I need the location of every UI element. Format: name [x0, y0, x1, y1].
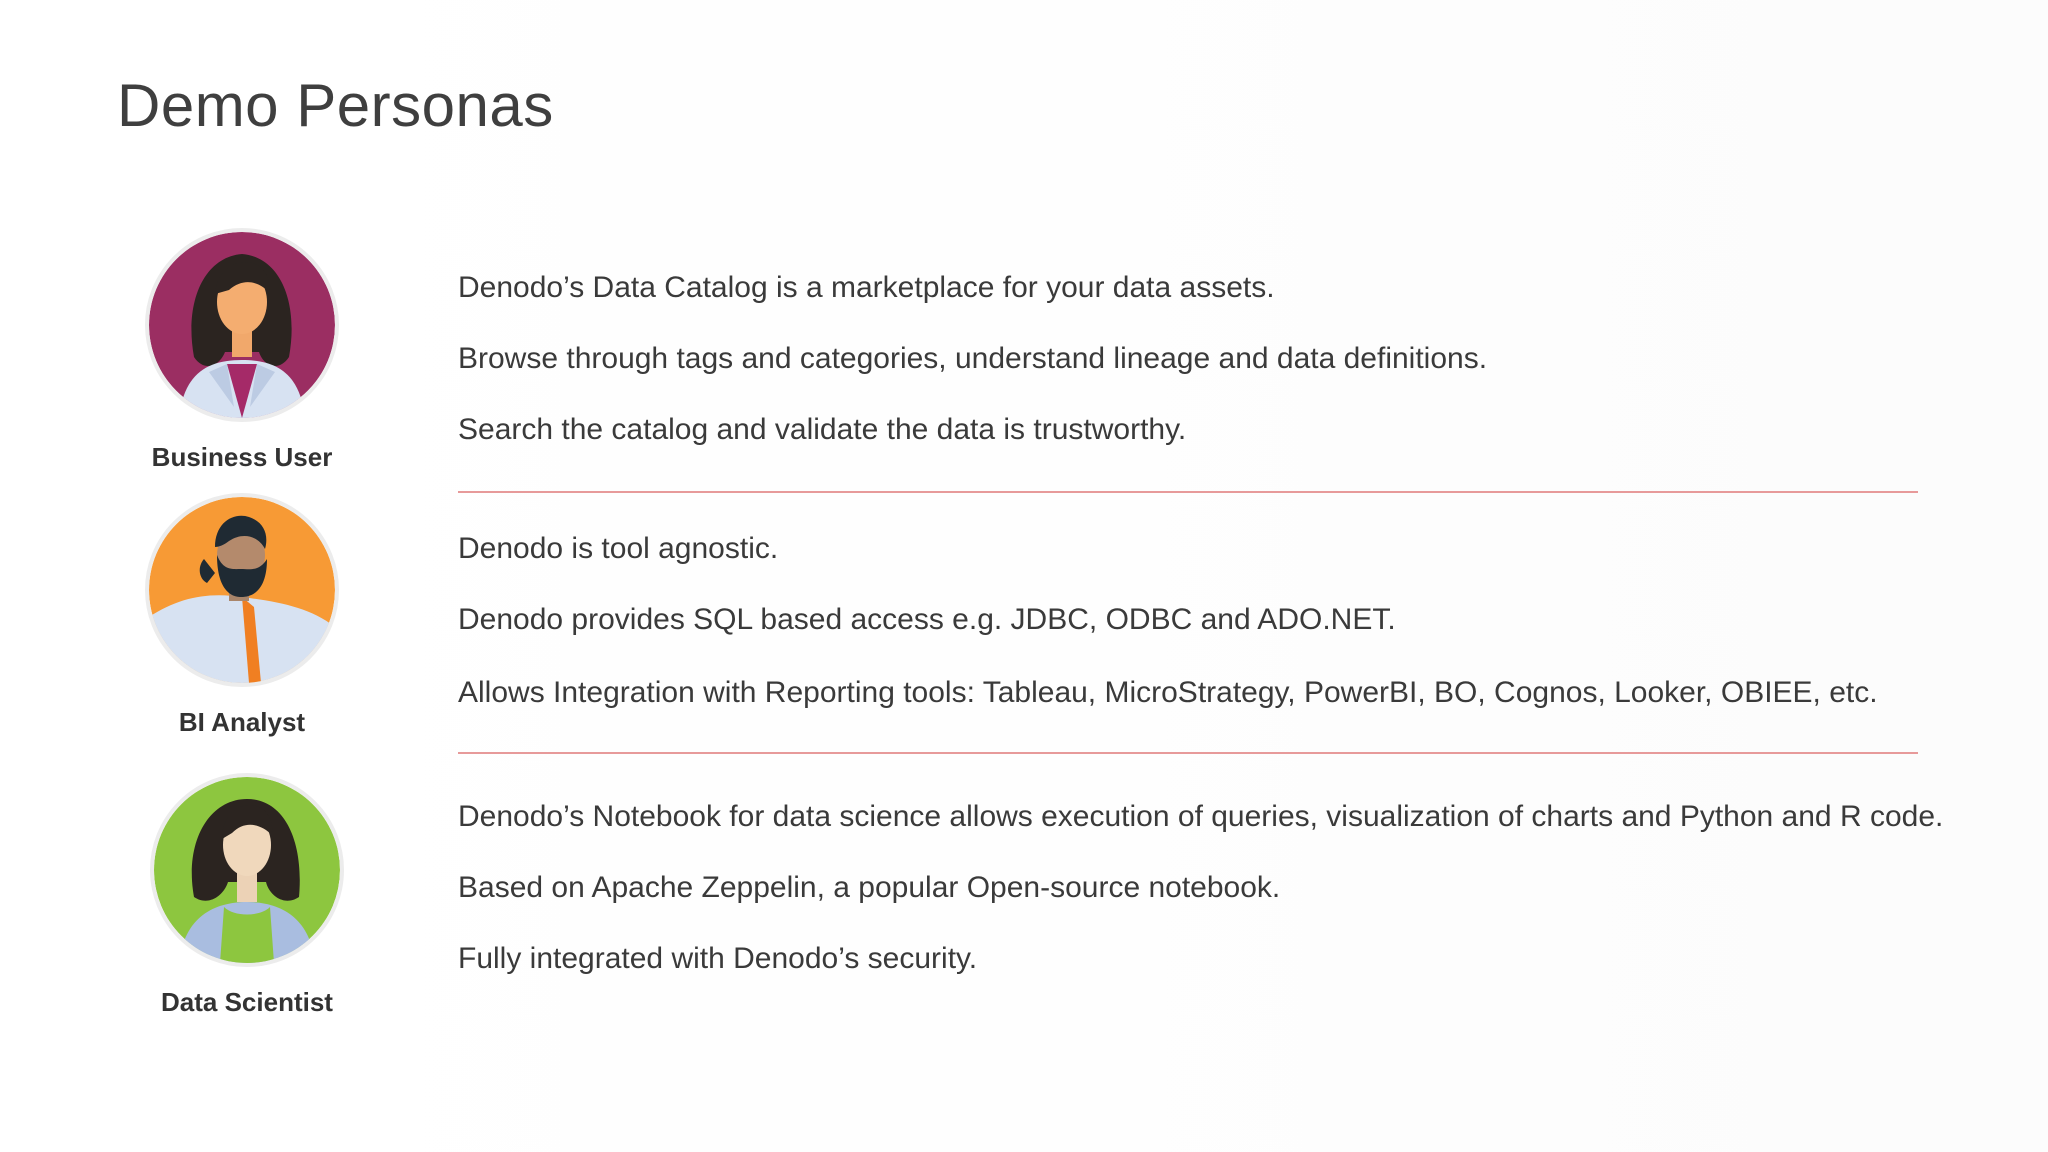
description-line: Denodo is tool agnostic. — [458, 532, 779, 565]
description-line: Search the catalog and validate the data is trustworthy. — [458, 413, 1187, 446]
persona-data-scientist — [122, 773, 372, 1018]
description-line: Denodo’s Data Catalog is a marketplace for your data assets. — [458, 271, 1275, 304]
persona-label: Business User — [151, 442, 333, 472]
page-title: Demo Personas — [117, 72, 554, 139]
bi-analyst-avatar-icon — [145, 493, 339, 687]
description-line: Fully integrated with Denodo’s security. — [458, 942, 978, 975]
section-divider — [458, 752, 1918, 754]
description-line: Browse through tags and categories, understand lineage and data definitions. — [458, 342, 1488, 375]
persona-bi-analyst — [117, 493, 367, 738]
persona-description-business-user — [458, 252, 2018, 465]
section-divider — [458, 491, 1918, 493]
data-scientist-avatar-icon — [150, 773, 344, 967]
description-line: Denodo’s Notebook for data science allows execution of queries, visualization of charts and Python and R code. — [458, 800, 1944, 833]
description-line: Based on Apache Zeppelin, a popular Open-source notebook. — [458, 871, 1281, 904]
persona-business-user — [117, 228, 367, 473]
persona-description-data-scientist — [458, 781, 2018, 994]
persona-label: BI Analyst — [178, 707, 306, 737]
description-line: Allows Integration with Reporting tools: Tableau, MicroStrategy, PowerBI, BO, Cognos, Looker, OBIEE, etc. — [458, 676, 1878, 709]
business-user-avatar-icon — [145, 228, 339, 422]
persona-label: Data Scientist — [161, 987, 333, 1017]
description-line: Denodo provides SQL based access e.g. JDBC, ODBC and ADO.NET. — [458, 603, 1396, 636]
persona-description-bi-analyst — [458, 513, 2018, 730]
